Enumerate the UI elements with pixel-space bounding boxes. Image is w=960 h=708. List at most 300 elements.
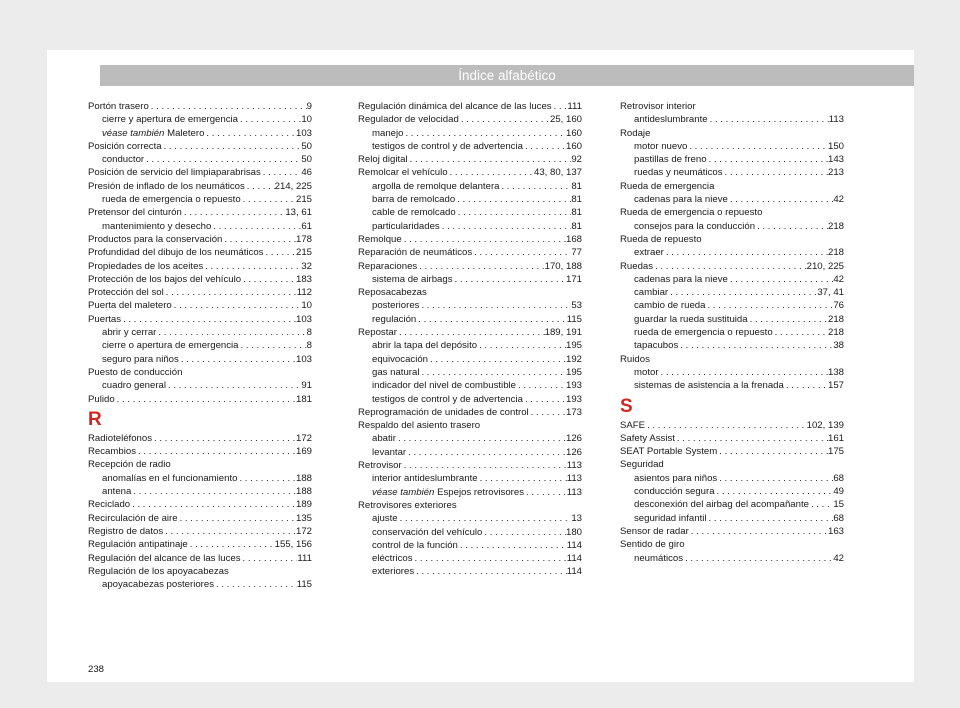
index-entry [88, 206, 312, 219]
index-subentry [88, 113, 312, 126]
dot-leader [241, 193, 296, 206]
entry-term: Protección del sol [88, 287, 164, 299]
entry-pages: 188 [295, 486, 312, 498]
entry-pages: 173 [565, 406, 582, 418]
index-subentry [620, 326, 844, 339]
entry-pages: 32 [301, 260, 312, 272]
dot-leader [144, 153, 301, 166]
entry-term: conducción segura [634, 486, 715, 498]
entry-pages: 218 [827, 247, 844, 259]
index-entry [88, 273, 312, 286]
index-entry [88, 299, 312, 312]
dot-leader [156, 326, 306, 339]
header-title: Índice alfabético [458, 68, 556, 83]
page-header [100, 65, 914, 86]
dot-leader [529, 406, 566, 419]
entry-pages: 114 [566, 539, 582, 551]
entry-term: cambio de rueda [634, 300, 706, 312]
dot-leader [166, 379, 301, 392]
index-subentry [358, 565, 582, 578]
index-entry [620, 432, 844, 445]
index-subentry [358, 446, 582, 459]
index-subentry [358, 366, 582, 379]
entry-term: Pretensor del cinturón [88, 207, 182, 219]
entry-term: Propiedades de los aceites [88, 260, 204, 272]
index-heading: Regulación de los apoyacabezas [88, 565, 229, 577]
entry-pages: 218 [827, 220, 844, 232]
entry-term: cierre o apertura de emergencia [102, 340, 239, 352]
entry-pages: 189 [295, 499, 312, 511]
dot-leader [419, 366, 566, 379]
index-subentry [358, 220, 582, 233]
entry-term: abrir la tapa del depósito [372, 340, 478, 352]
dot-leader [715, 485, 834, 498]
index-heading: Ruidos [620, 353, 650, 365]
entry-term: Reparación de neumáticos [358, 247, 473, 259]
index-entry [88, 286, 312, 299]
entry-term: Regulación del alcance de las luces [88, 552, 241, 564]
index-subentry [620, 299, 844, 312]
entry-term: guardar la rueda sustituida [634, 313, 748, 325]
entry-pages: 38 [833, 340, 844, 352]
index-subentry [620, 153, 844, 166]
dot-leader [459, 113, 550, 126]
dot-leader [784, 379, 828, 392]
entry-pages: 50 [301, 154, 312, 166]
index-entry [620, 419, 844, 432]
entry-term: Puerta del maletero [88, 300, 172, 312]
index-subentry [358, 552, 582, 565]
entry-term: Recirculación de aire [88, 512, 178, 524]
entry-pages: 218 [827, 313, 844, 325]
entry-pages: 8 [306, 327, 312, 339]
index-entry [88, 393, 312, 406]
index-subentry [620, 472, 844, 485]
entry-pages: 126 [565, 433, 582, 445]
index-entry [358, 113, 582, 126]
entry-pages: 114 [566, 566, 582, 578]
entry-term: Ruedas [620, 260, 654, 272]
dot-leader [203, 260, 301, 273]
dot-leader [130, 498, 296, 511]
entry-term: levantar [372, 446, 407, 458]
index-heading: Rueda de emergencia [620, 180, 715, 192]
entry-term: apoyacabezas posteriores [102, 579, 214, 591]
dot-leader [472, 246, 571, 259]
entry-pages: 169 [295, 446, 312, 458]
entry-pages: 76 [833, 300, 844, 312]
entry-pages: 193 [565, 380, 582, 392]
dot-leader [237, 472, 296, 485]
dot-leader [178, 512, 296, 525]
entry-pages: 9 [306, 101, 312, 112]
dot-leader [477, 339, 566, 352]
see-also-label: véase también [372, 486, 435, 498]
entry-pages: 171 [565, 273, 582, 285]
entry-pages: 103 [295, 127, 312, 139]
index-heading: Reposacabezas [358, 287, 427, 299]
entry-term: eléctricos [372, 553, 413, 565]
index-entry [88, 552, 312, 565]
entry-pages: 189, 191 [544, 327, 582, 339]
entry-term: ruedas y neumáticos [634, 167, 723, 179]
dot-leader [398, 512, 572, 525]
dot-leader [717, 445, 828, 458]
index-subentry [358, 313, 582, 326]
index-column-3 [620, 100, 844, 565]
entry-pages: 150 [827, 140, 844, 152]
entry-term: sistemas de asistencia a la frenada [634, 380, 784, 392]
dot-leader [402, 233, 566, 246]
dot-leader [131, 485, 296, 498]
entry-pages: 42 [833, 273, 844, 285]
entry-pages: 178 [295, 233, 312, 245]
entry-pages: 37, 41 [817, 287, 844, 299]
index-entry [88, 512, 312, 525]
dot-leader [245, 180, 275, 193]
dot-leader [397, 326, 545, 339]
index-heading: Rodaje [620, 127, 651, 139]
entry-term: manejo [372, 127, 404, 139]
entry-term: cuadro general [102, 380, 167, 392]
dot-leader [188, 538, 275, 551]
dot-leader [408, 153, 572, 166]
index-column-2 [358, 100, 582, 579]
entry-term: ajuste [372, 513, 398, 525]
index-entry [88, 233, 312, 246]
entry-pages: 210, 225 [806, 260, 844, 272]
index-subentry [88, 485, 312, 498]
dot-leader [261, 166, 302, 179]
dot-leader [728, 193, 833, 206]
index-entry [358, 246, 582, 259]
entry-pages: 42 [833, 194, 844, 206]
entry-term: Recambios [88, 446, 136, 458]
dot-leader [417, 260, 544, 273]
dot-leader [659, 366, 828, 379]
entry-term: interior antideslumbrante [372, 473, 478, 485]
entry-term: barra de remolcado [372, 194, 456, 206]
entry-pages: 138 [827, 366, 844, 378]
dot-leader [402, 459, 567, 472]
dot-leader [241, 273, 296, 286]
entry-term [102, 127, 204, 140]
entry-term: equivocación [372, 353, 429, 365]
dot-leader [456, 206, 572, 219]
dot-leader [478, 472, 567, 485]
entry-term: rueda de emergencia o repuesto [102, 194, 241, 206]
index-subentry [88, 353, 312, 366]
dot-leader [458, 539, 567, 552]
index-subentry [358, 486, 582, 499]
index-subentry [358, 432, 582, 445]
entry-term: Registro de datos [88, 525, 164, 537]
dot-leader [419, 299, 571, 312]
dot-leader [723, 166, 828, 179]
entry-term: pastillas de freno [634, 154, 707, 166]
index-entry [358, 260, 582, 273]
entry-term: Posición de servicio del limpiaparabrisas [88, 167, 261, 179]
index-entry [358, 153, 582, 166]
entry-pages: 188 [295, 472, 312, 484]
dot-leader [222, 233, 296, 246]
entry-term: testigos de control y de advertencia [372, 393, 523, 405]
index-entry [88, 246, 312, 259]
entry-term: Profundidad del dibujo de los neumáticos [88, 247, 264, 259]
dot-leader [455, 193, 571, 206]
dot-leader [748, 313, 828, 326]
entry-pages: 172 [295, 432, 312, 444]
index-subentry [620, 313, 844, 326]
entry-term: Presión de inflado de los neumáticos [88, 180, 245, 192]
entry-term: sistema de airbags [372, 273, 453, 285]
dot-leader [523, 140, 566, 153]
index-entry [88, 432, 312, 445]
dot-leader [728, 273, 833, 286]
entry-pages: 183 [295, 273, 312, 285]
entry-pages: 102, 139 [806, 419, 844, 431]
entry-term: motor [634, 366, 659, 378]
index-subentry [358, 379, 582, 392]
index-subentry [358, 512, 582, 525]
dot-leader [163, 525, 296, 538]
entry-pages: 215 [295, 194, 312, 206]
entry-term: Reprogramación de unidades de control [358, 406, 529, 418]
entry-pages: 81 [571, 194, 582, 206]
entry-pages: 113 [828, 114, 844, 126]
entry-pages: 214, 225 [274, 180, 312, 192]
index-heading: Retrovisor interior [620, 101, 696, 112]
entry-pages: 157 [827, 380, 844, 392]
index-heading: Sentido de giro [620, 539, 685, 551]
index-subentry [358, 193, 582, 206]
entry-pages: 10 [301, 300, 312, 312]
dot-leader [241, 552, 298, 565]
index-entry [358, 326, 582, 339]
index-subentry [358, 273, 582, 286]
entry-term: Regulación dinámica del alcance de las luces [358, 101, 552, 112]
entry-pages: 193 [565, 393, 582, 405]
entry-term: Regulación antipatinaje [88, 539, 188, 551]
index-subentry [620, 552, 844, 565]
dot-leader [182, 206, 285, 219]
entry-pages: 25, 160 [549, 114, 582, 126]
entry-term [372, 486, 524, 499]
dot-leader [687, 140, 828, 153]
entry-term: testigos de control y de advertencia [372, 140, 523, 152]
index-subentry [358, 393, 582, 406]
dot-leader [214, 578, 297, 591]
index-entry [620, 260, 844, 273]
dot-leader [683, 552, 833, 565]
entry-term: mantenimiento y desecho [102, 220, 212, 232]
index-subentry [620, 339, 844, 352]
dot-leader [705, 299, 833, 312]
entry-pages: 113 [566, 486, 582, 498]
dot-leader [428, 353, 566, 366]
dot-leader [164, 286, 297, 299]
entry-term: Puertas [88, 313, 122, 325]
index-column-1 [88, 100, 312, 591]
section-letter: R [88, 408, 102, 430]
index-subentry [358, 206, 582, 219]
dot-leader [204, 127, 296, 140]
dot-leader [440, 220, 572, 233]
entry-term: abrir y cerrar [102, 327, 157, 339]
entry-term: seguro para niños [102, 353, 179, 365]
entry-pages: 77 [571, 247, 582, 259]
index-entry [88, 140, 312, 153]
dot-leader [717, 472, 833, 485]
dot-leader [136, 445, 296, 458]
entry-pages: 155, 156 [274, 539, 312, 551]
entry-pages: 42 [833, 552, 844, 564]
entry-pages: 81 [571, 180, 582, 192]
dot-leader [689, 525, 828, 538]
entry-pages: 180 [565, 526, 582, 538]
entry-pages: 10 [301, 114, 312, 126]
dot-leader [809, 498, 833, 511]
entry-pages: 172 [295, 525, 312, 537]
dot-leader [414, 565, 567, 578]
dot-leader [172, 299, 302, 312]
index-entry [88, 313, 312, 326]
section-letter: S [620, 395, 633, 417]
entry-pages: 115 [296, 579, 312, 591]
dot-leader [707, 512, 834, 525]
entry-term: Safety Assist [620, 432, 675, 444]
index-subentry [88, 326, 312, 339]
entry-term: desconexión del airbag del acompañante [634, 499, 809, 511]
entry-term: Reparaciones [358, 260, 418, 272]
entry-pages: 46 [301, 167, 312, 179]
index-entry [88, 100, 312, 113]
entry-term: neumáticos [634, 552, 684, 564]
index-subentry [88, 339, 312, 352]
entry-pages: 92 [571, 154, 582, 166]
index-heading: Rueda de repuesto [620, 233, 702, 245]
entry-pages: 68 [833, 512, 844, 524]
index-heading: Puesto de conducción [88, 366, 183, 378]
entry-term: extraer [634, 247, 664, 259]
dot-leader [516, 379, 566, 392]
entry-term: argolla de remolque delantera [372, 180, 500, 192]
entry-term: seguridad infantil [634, 512, 707, 524]
entry-pages: 213 [827, 167, 844, 179]
entry-pages: 168 [565, 233, 582, 245]
entry-term: Reloj digital [358, 154, 408, 166]
dot-leader [668, 286, 817, 299]
index-subentry [620, 512, 844, 525]
dot-leader [115, 393, 296, 406]
dot-leader [499, 180, 571, 193]
entry-pages: 160 [565, 127, 582, 139]
entry-term: cable de remolcado [372, 207, 456, 219]
entry-term: Protección de los bajos del vehículo [88, 273, 242, 285]
entry-term: SEAT Portable System [620, 446, 718, 458]
dot-leader [524, 486, 567, 499]
entry-pages: 81 [571, 220, 582, 232]
entry-term: particularidades [372, 220, 440, 232]
index-subentry [620, 220, 844, 233]
entry-term: Portón trasero [88, 101, 149, 112]
index-subentry [620, 379, 844, 392]
index-heading: Respaldo del asiento trasero [358, 420, 481, 432]
entry-pages: 68 [833, 472, 844, 484]
entry-pages: 53 [571, 300, 582, 312]
index-subentry [358, 539, 582, 552]
entry-pages: 195 [565, 340, 582, 352]
index-entry [358, 100, 582, 113]
entry-term: SAFE [620, 419, 646, 431]
dot-leader [707, 153, 828, 166]
index-subentry [358, 299, 582, 312]
entry-term: Productos para la conservación [88, 233, 223, 245]
entry-pages: 175 [827, 446, 844, 458]
entry-pages: 103 [295, 313, 312, 325]
entry-term: rueda de emergencia o repuesto [634, 327, 773, 339]
index-entry [88, 445, 312, 458]
index-heading: Rueda de emergencia o repuesto [620, 207, 763, 219]
entry-pages: 143 [827, 154, 844, 166]
entry-term: anomalías en el funcionamiento [102, 472, 238, 484]
index-subentry [358, 339, 582, 352]
entry-pages: 170, 188 [544, 260, 582, 272]
entry-term: Reciclado [88, 499, 131, 511]
index-subentry [620, 193, 844, 206]
index-subentry [620, 246, 844, 259]
dot-leader [482, 526, 566, 539]
entry-term: antideslumbrante [634, 114, 708, 126]
entry-pages: 49 [833, 486, 844, 498]
dot-leader [152, 432, 296, 445]
entry-pages: 43, 80, 137 [533, 167, 582, 179]
dot-leader [211, 220, 301, 233]
entry-term: posteriores [372, 300, 420, 312]
entry-pages: 113 [566, 473, 582, 485]
entry-pages: 160 [565, 140, 582, 152]
entry-term: Posición correcta [88, 140, 162, 152]
dot-leader [162, 140, 302, 153]
index-page [47, 50, 914, 682]
entry-pages: 163 [827, 525, 844, 537]
index-entry [358, 459, 582, 472]
dot-leader [121, 313, 296, 326]
dot-leader [263, 246, 296, 259]
entry-term: Radioteléfonos [88, 432, 153, 444]
entry-pages: 215 [295, 247, 312, 259]
entry-term: gas natural [372, 366, 420, 378]
index-subentry [88, 193, 312, 206]
entry-term: regulación [372, 313, 417, 325]
index-heading: Seguridad [620, 459, 664, 471]
index-entry [358, 406, 582, 419]
entry-pages: 135 [295, 512, 312, 524]
index-entry [88, 260, 312, 273]
entry-pages: 61 [301, 220, 312, 232]
entry-term: indicador del nivel de combustible [372, 380, 516, 392]
index-subentry [620, 286, 844, 299]
entry-term: cadenas para la nieve [634, 194, 728, 206]
index-subentry [358, 180, 582, 193]
see-also-target: Maletero [167, 127, 205, 139]
index-entry [88, 525, 312, 538]
dot-leader [448, 166, 534, 179]
index-subentry [358, 526, 582, 539]
entry-term: Retrovisor [358, 460, 402, 472]
entry-pages: 111 [567, 101, 582, 112]
entry-pages: 81 [571, 207, 582, 219]
